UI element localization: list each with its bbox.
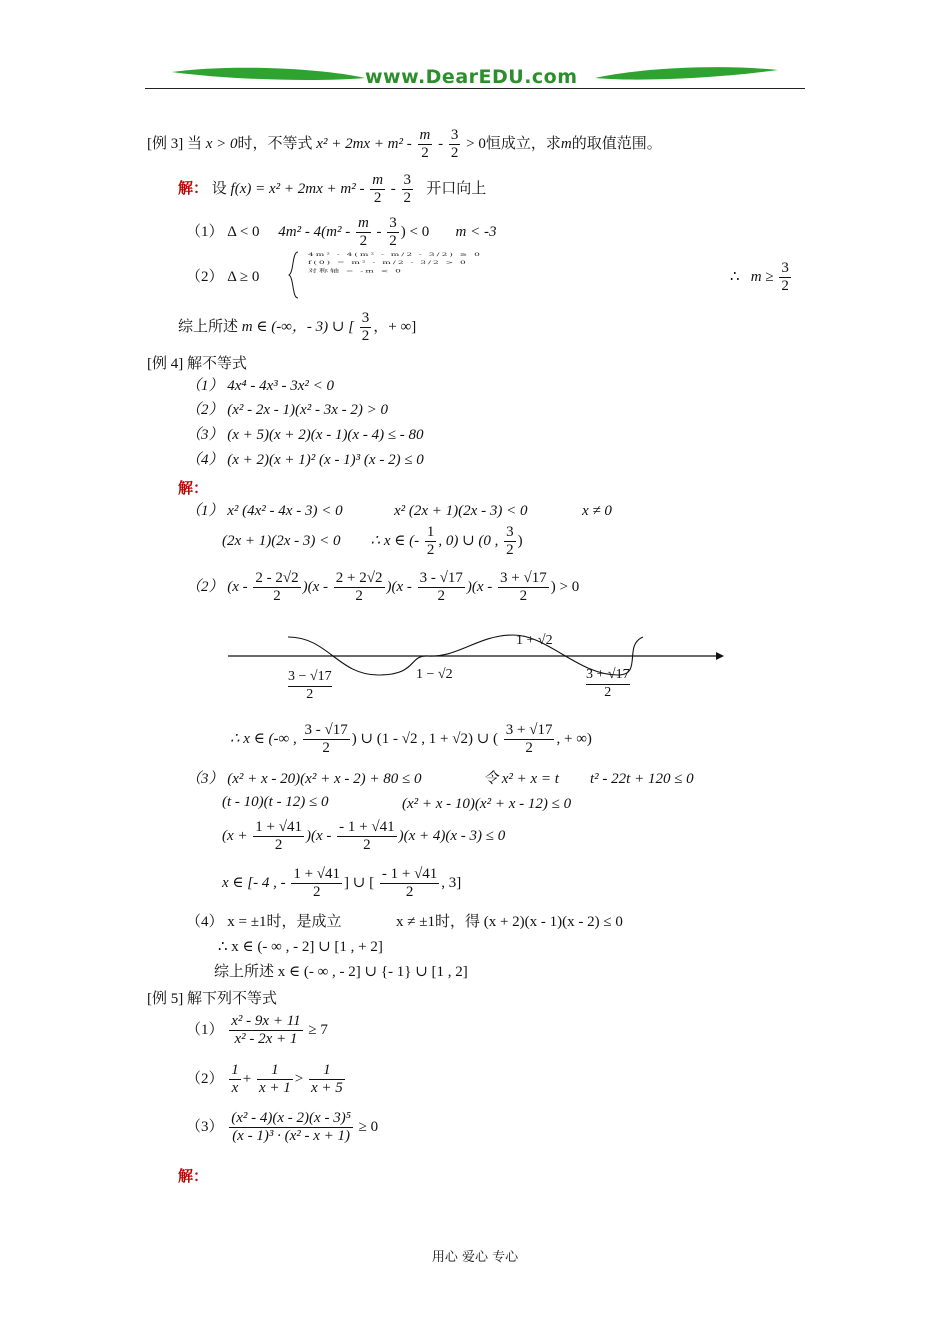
ex4-sol1-d: (2x + 1)(2x - 3) < 0 ∴ x ∈ (- $\frac{1}{2}$ , 0) ∪ (0 , $\frac{3}{2}$ ) bbox=[222, 524, 523, 559]
ex3-case2-brace: 4m² - 4(m² - m/2 - 3/2) ≥ 0 f(0) = m² - m/2 - 3/2 > 0 对称轴 = -m < 0 bbox=[288, 250, 698, 300]
ex4-solution-label: 解： bbox=[178, 479, 209, 497]
ex5-problem-1: （1） $\frac{\text{x² - 9x + 11}}{\text{x² - 2x + 1}}$ ≥ 7 bbox=[186, 1013, 328, 1048]
ex4-sol3-answer: x ∈ [- 4 , - $\frac{1 + √41}{2}$ ] ∪ [ $\frac{- 1 + √41}{2}$ , 3] bbox=[222, 866, 462, 901]
graph-label-1-minus-sqrt2: 1 − √2 bbox=[416, 667, 453, 682]
ex4-sol4-a: （4） x = ±1时，是成立 bbox=[186, 914, 342, 930]
ex4-sol4-b: x ≠ ±1时，得 (x + 2)(x - 1)(x - 2) ≤ 0 bbox=[396, 914, 623, 930]
ex3-case1: （1） Δ < 0 4m² - 4(m² - $\frac{m}{2}$ - $\frac{3}{2}$ ) < 0 m < -3 bbox=[186, 215, 497, 250]
ex5-solution-label: 解： bbox=[178, 1167, 209, 1185]
logo-text: www.DearEDU.com bbox=[365, 66, 578, 88]
ex4-sol3-e: (x² + x - 10)(x² + x - 12) ≤ 0 bbox=[402, 796, 572, 812]
left-brace-icon bbox=[288, 250, 300, 300]
ex3-solution-line: 解： 设 f(x) = x² + 2mx + m² - $\frac{m}{2}$ - $\frac{3}{2}$ 开口向上 bbox=[178, 172, 487, 207]
ex4-problem-2: （2） (x² - 2x - 1)(x² - 3x - 2) > 0 bbox=[186, 402, 388, 418]
ex3-solution-label: 解： bbox=[178, 181, 209, 198]
ex4-sol3-c: t² - 22t + 120 ≤ 0 bbox=[590, 771, 694, 787]
ex3-statement: [例 3] 当 x > 0时，不等式 x² + 2mx + m² - $\frac{m}{2}$ - $\frac{3}{2}$ > 0恒成立，求m的取值范围。 bbox=[147, 127, 662, 162]
ex4-sol2-answer: ∴ x ∈ (-∞ , $\frac{3 - √17}{2}$ ) ∪ (1 - √2 , 1 + √2) ∪ ( $\frac{3 + √17}{2}$ , + ∞) bbox=[230, 722, 592, 757]
ex4-problem-1: （1） 4x⁴ - 4x³ - 3x² < 0 bbox=[186, 378, 335, 394]
ex4-sol3-d: (t - 10)(t - 12) ≤ 0 bbox=[222, 794, 329, 810]
graph-label-3-plus-sqrt17: 3 + √17 2 bbox=[586, 667, 630, 700]
ex3-case2: （2） Δ ≥ 0 bbox=[186, 269, 260, 285]
ex5-title: [例 5] 解下列不等式 bbox=[147, 991, 277, 1007]
ex4-sol1-c: x ≠ 0 bbox=[582, 503, 612, 519]
ex3-summary: 综上所述 m ∈ (-∞，- 3) ∪ [ $\frac{3}{2}$ ，+ ∞] bbox=[178, 310, 417, 345]
ex4-sol4-d: 综上所述 x ∈ (- ∞ , - 2] ∪ {- 1} ∪ [1 , 2] bbox=[214, 964, 468, 980]
page-footer: 用心 爱心 专心 bbox=[431, 1250, 519, 1265]
ex4-sol1-a: （1） x² (4x² - 4x - 3) < 0 bbox=[186, 503, 343, 519]
graph-label-3-minus-sqrt17: 3 − √17 2 bbox=[288, 669, 332, 702]
ex4-sol3-b: 令 x² + x = t bbox=[483, 771, 559, 787]
sign-wave-graph bbox=[228, 625, 728, 715]
ex4-problem-4: （4） (x + 2)(x + 1)² (x - 1)³ (x - 2) ≤ 0 bbox=[186, 452, 424, 468]
arrow-right-icon bbox=[716, 652, 724, 660]
ex4-sol3-a: （3） (x² + x - 20)(x² + x - 2) + 80 ≤ 0 bbox=[186, 771, 422, 787]
ex3-cond: x > 0 bbox=[205, 136, 238, 153]
ex5-problem-3: （3） $\frac{\text{(x² - 4)(x - 2)(x - 3)⁵}}{\text{(x - 1)³ · (x² - x + 1)}}$ ≥ 0 bbox=[186, 1110, 379, 1145]
ex4-title: [例 4] 解不等式 bbox=[147, 356, 247, 372]
ex3-case2-result: ∴ m ≥ $\frac{3}{2}$ bbox=[730, 260, 789, 295]
graph-label-1-plus-sqrt2: 1 + √2 bbox=[516, 633, 553, 648]
ex4-sol4-c: ∴ x ∈ (- ∞ , - 2] ∪ [1 , + 2] bbox=[218, 939, 383, 955]
ex4-sol2: （2） (x - $\frac{2 - 2√2}{2}$ )(x - $\frac{2 + 2√2}{2}$ )(x - $\frac{3 - √17}{2}$ )(x - $\frac{3 + √17}{2}$ ) > 0 bbox=[186, 570, 580, 605]
ex4-problem-3: （3） (x + 5)(x + 2)(x - 1)(x - 4) ≤ - 80 bbox=[186, 427, 424, 443]
ex5-problem-2: （2） $\frac{1}{x}$ + $\frac{1}{x + 1}$ > $\frac{1}{x + 5}$ bbox=[186, 1062, 343, 1097]
header-rule bbox=[145, 88, 805, 89]
ex4-sol3-factor: (x + $\frac{1 + √41}{2}$ )(x - $\frac{- 1 + √41}{2}$ )(x + 4)(x - 3) ≤ 0 bbox=[222, 819, 506, 854]
ex3-title: [例 3] 当 bbox=[147, 136, 202, 153]
ex4-sol1-b: x² (2x + 1)(2x - 3) < 0 bbox=[394, 503, 528, 519]
ex3-lhs: x² + 2mx + m² - bbox=[316, 136, 412, 153]
